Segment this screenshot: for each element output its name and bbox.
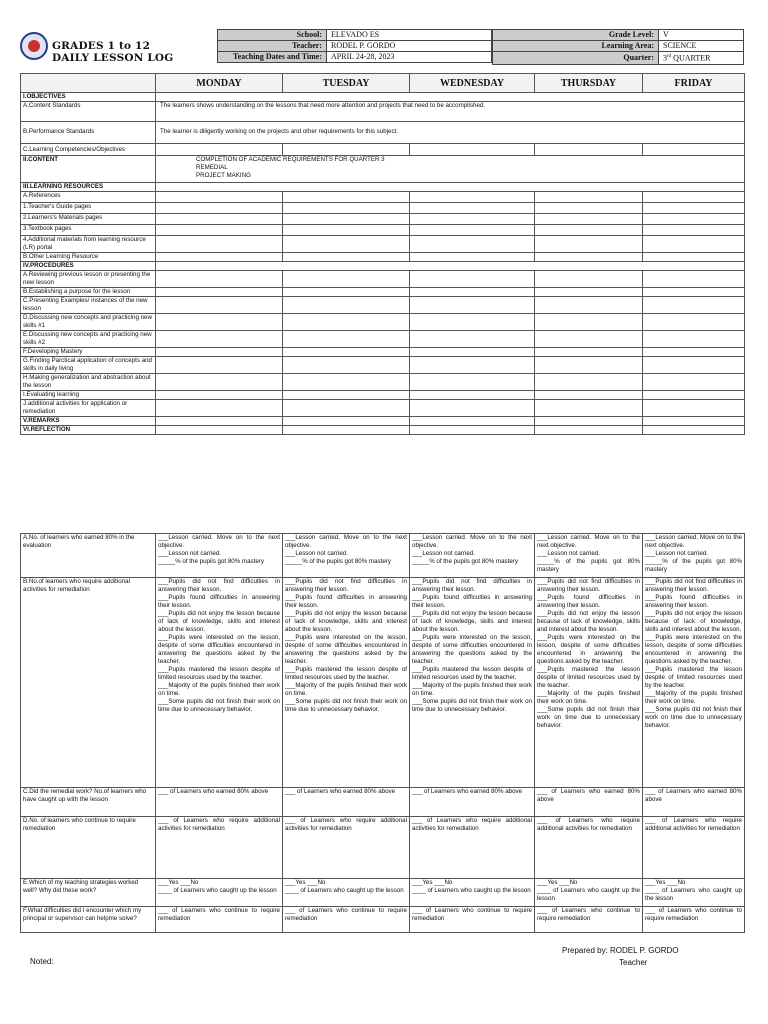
reflection-b-thursday: ___Pupils did not find difficulties in answering their lesson. ___Pupils found difficulties in answering their lesson. ___Pupils did not enjoy the lesson because of lack of knowledge, skills and interest about the lesson. ___Pupils were interested on the lesson, despite of some difficulties encountered in answering the questions asked by the teacher. ___Pupils mastered the lesson despite of limited resources used by the teacher. ___Majority of the pupils finished their work on time. ___Some pupils did not finish their work on time due to unnecessary behavior. [535, 578, 643, 788]
dates-label: Teaching Dates and Time: [218, 52, 327, 63]
reflection-d-thursday: ___ of Learners who require additional activities for remediation [535, 817, 643, 879]
reflection-b-friday: ___Pupils did not find difficulties in answering their lesson. ___Pupils found difficulties in answering their lesson. ___Pupils did not enjoy the lesson because of lack of knowledge, skills and interest about the lesson. ___Pupils were interested on the lesson, despite of some difficulties encountered in answering the questions asked by the teacher. ___Pupils mastered the lesson despite of limited resources used by the teacher. ___Majority of the pupils finished their work on time. ___Some pupils did not finish their work on time due to unnecessary behavior. [643, 578, 745, 788]
reflection-b-monday: ___Pupils did not find difficulties in answering their lesson. ___Pupils found difficulties in answering their lesson. ___Pupils did not enjoy the lesson because of lack of knowledge, skills and interest about the lesson. ___Pupils were interested on the lesson, despite of some difficulties encountered in answering the questions asked by the teacher. ___Pupils mastered the lesson despite of limited resources used by the teacher. ___Majority of the pupils finished their work on time. ___Some pupils did not finish their work on time due to unnecessary behavior. [156, 578, 283, 788]
procedure-c-label: C.Presenting Examples/ instances of the new lesson [21, 297, 156, 314]
reflection-d-tuesday: ___ of Learners who require additional activities for remediation [283, 817, 410, 879]
title-line-2: DAILY LESSON LOG [52, 52, 174, 64]
teacher-label: Teacher: [218, 41, 327, 52]
lr-portal-label: 4.Additional materials from learning resource (LR) portal [21, 236, 156, 253]
reflection-f-friday: ___ of Learners who continue to require remediation [643, 907, 745, 933]
procedure-j-label: J.additional activities for application or remediation [21, 400, 156, 417]
learners-materials-label: 2.Learners's Materials pages [21, 214, 156, 225]
reflection-e-thursday: ___Yes ___No ____ of Learners who caught up the lesson [535, 879, 643, 907]
content-standards-text: The learners shows understanding on the lessons that need more attention and projects that need to be accomplished. [156, 102, 745, 122]
reflection-c-monday: ___ of Learners who earned 80% above [156, 788, 283, 817]
grade-value: V [659, 30, 744, 41]
teacher-role: Teacher [619, 958, 648, 967]
area-value: SCIENCE [659, 41, 744, 52]
reflection-table [20, 533, 745, 933]
procedure-g-label: G.Finding Parctical application of concepts and skills in daily living [21, 357, 156, 374]
references-label: A.References [21, 192, 156, 203]
reflection-c-friday: ___ of Learners who earned 80% above [643, 788, 745, 817]
day-header-monday: MONDAY [156, 74, 283, 93]
title-line-1: GRADES 1 to 12 [52, 40, 151, 52]
dates-value: APRIL 24-28, 2023 [327, 52, 492, 63]
reflection-a-tuesday: ___Lesson carried. Move on to the next objective. ___Lesson not carried. _____% of the pupils got 80% mastery [283, 534, 410, 578]
reflection-a-thursday: ___Lesson carried. Move on to the next objective. ___Lesson not carried. _____% of the pupils got 80% mastery [535, 534, 643, 578]
reflection-f-monday: ___ of Learners who continue to require remediation [156, 907, 283, 933]
reflection-a-label: A.No. of learners who earned 80% in the evaluation [21, 534, 156, 578]
content-list [156, 156, 745, 183]
reflection-e-wednesday: ___Yes ___No ____ of Learners who caught up the lesson [410, 879, 535, 907]
content-heading: II.CONTENT [21, 156, 156, 183]
reflection-f-label: F.What difficulties did I encounter which my principal or supervisor can helpme solve? [21, 907, 156, 933]
resources-heading: III.LEARNING RESOURCES [21, 183, 156, 192]
reflection-a-monday: ___Lesson carried. Move on to the next objective. ___Lesson not carried. _____% of the pupils got 80% mastery [156, 534, 283, 578]
procedure-a-label: A.Reviewing previous lesson or presenting the new lesson [21, 271, 156, 288]
day-header-tuesday: TUESDAY [283, 74, 410, 93]
objectives-heading: I.OBJECTIVES [21, 93, 156, 102]
reflection-heading: VI.REFLECTION [21, 426, 156, 435]
reflection-a-friday: ___Lesson carried. Move on to the next objective. ___Lesson not carried. _____% of the pupils got 80% mastery [643, 534, 745, 578]
class-info-table [492, 29, 744, 65]
corner-cell [21, 74, 156, 93]
procedure-b-label: B.Establishing a purpose for the lesson [21, 288, 156, 297]
quarter-value: 3rd QUARTER [659, 52, 744, 65]
reflection-c-tuesday: ___ of Learners who earned 80% above [283, 788, 410, 817]
reflection-f-wednesday: ___ of Learners who continue to require remediation [410, 907, 535, 933]
reflection-d-friday: ___ of Learners who require additional activities for remediation [643, 817, 745, 879]
quarter-label: Quarter: [493, 52, 659, 65]
day-header-friday: FRIDAY [643, 74, 745, 93]
day-header-thursday: THURSDAY [535, 74, 643, 93]
prepared-by: Prepared by: RODEL P. GORDO [562, 946, 679, 955]
reflection-c-label: C.Did the remedial work? No.of learners who have caught up with the lesson [21, 788, 156, 817]
procedures-heading: IV.PROCEDURES [21, 262, 156, 271]
content-item: • PROJECT MAKING [178, 172, 742, 180]
remarks-heading: V.REMARKS [21, 417, 156, 426]
school-info-table [217, 29, 492, 63]
reflection-b-tuesday: ___Pupils did not find difficulties in answering their lesson. ___Pupils found difficulties in answering their lesson. ___Pupils did not enjoy the lesson because of lack of knowledge, skills and interest about the lesson. ___Pupils were interested on the lesson, despite of some difficulties encountered in answering the questions asked by the teacher. ___Pupils mastered the lesson despite of limited resources used by the teacher. ___Majority of the pupils finished their work on time. ___Some pupils did not finish their work on time due to unnecessary behavior. [283, 578, 410, 788]
reflection-b-label: B.No.of learners who require additional activities for remediation [21, 578, 156, 788]
reflection-e-tuesday: ___Yes ___No ____ of Learners who caught up the lesson [283, 879, 410, 907]
teacher-value: RODEL P. GORDO [327, 41, 492, 52]
teachers-guide-label: 1.Teacher's Guide pages [21, 203, 156, 214]
reflection-d-label: D.No. of learners who continue to require remediation [21, 817, 156, 879]
reflection-c-thursday: ___ of Learners who earned 80% above [535, 788, 643, 817]
procedure-f-label: F.Developing Mastery [21, 348, 156, 357]
procedure-h-label: H.Making generalization and abstraction about the lesson [21, 374, 156, 391]
reflection-e-label: E.Which of my teaching strategies worked well? Why did these work? [21, 879, 156, 907]
lesson-log-table [20, 73, 745, 435]
content-item: • COMPLETION OF ACADEMIC REQUIREMENTS FOR QUARTER 3 [178, 156, 742, 164]
area-label: Learning Area: [493, 41, 659, 52]
content-item: • REMEDIAL [178, 164, 742, 172]
content-standards-label: A.Content Standards [21, 102, 156, 122]
reflection-e-monday: ___Yes ___No ____ of Learners who caught up the lesson [156, 879, 283, 907]
procedure-e-label: E.Discussing new concepts and practicing new skills #2 [21, 331, 156, 348]
performance-standards-label: B.Performance Standards [21, 122, 156, 144]
procedure-i-label: I.Evaluating learning [21, 391, 156, 400]
reflection-f-thursday: ___ of Learners who continue to require remediation [535, 907, 643, 933]
textbook-label: 3.Textbook pages [21, 225, 156, 236]
reflection-e-friday: ___Yes ___No ____ of Learners who caught up the lesson [643, 879, 745, 907]
deped-seal-logo [20, 32, 48, 60]
school-label: School: [218, 30, 327, 41]
reflection-c-wednesday: ___ of Learners who earned 80% above [410, 788, 535, 817]
grade-label: Grade Level: [493, 30, 659, 41]
noted-label: Noted: [30, 957, 54, 966]
procedure-d-label: D.Discussing new concepts and practicing new skills #1 [21, 314, 156, 331]
performance-standards-text: The learner is diligently working on the projects and other requirements for this subject. [156, 122, 745, 144]
school-value: ELEVADO ES [327, 30, 492, 41]
reflection-f-tuesday: ___ of Learners who continue to require remediation [283, 907, 410, 933]
other-resources-label: B.Other Learning Resource [21, 253, 156, 262]
reflection-d-wednesday: ___ of Learners who require additional activities for remediation [410, 817, 535, 879]
reflection-b-wednesday: ___Pupils did not find difficulties in answering their lesson. ___Pupils found difficulties in answering their lesson. ___Pupils did not enjoy the lesson because of lack of knowledge, skills and interest about the lesson. ___Pupils were interested on the lesson, despite of some difficulties encountered in answering the questions asked by the teacher. ___Pupils mastered the lesson despite of limited resources used by the teacher. ___Majority of the pupils finished their work on time. ___Some pupils did not finish their work on time due to unnecessary behavior. [410, 578, 535, 788]
competencies-label: C.Learning Competencies/Objectives [21, 144, 156, 156]
reflection-a-wednesday: ___Lesson carried. Move on to the next objective. ___Lesson not carried. _____% of the pupils got 80% mastery [410, 534, 535, 578]
day-header-wednesday: WEDNESDAY [410, 74, 535, 93]
reflection-d-monday: ___ of Learners who require additional activities for remediation [156, 817, 283, 879]
